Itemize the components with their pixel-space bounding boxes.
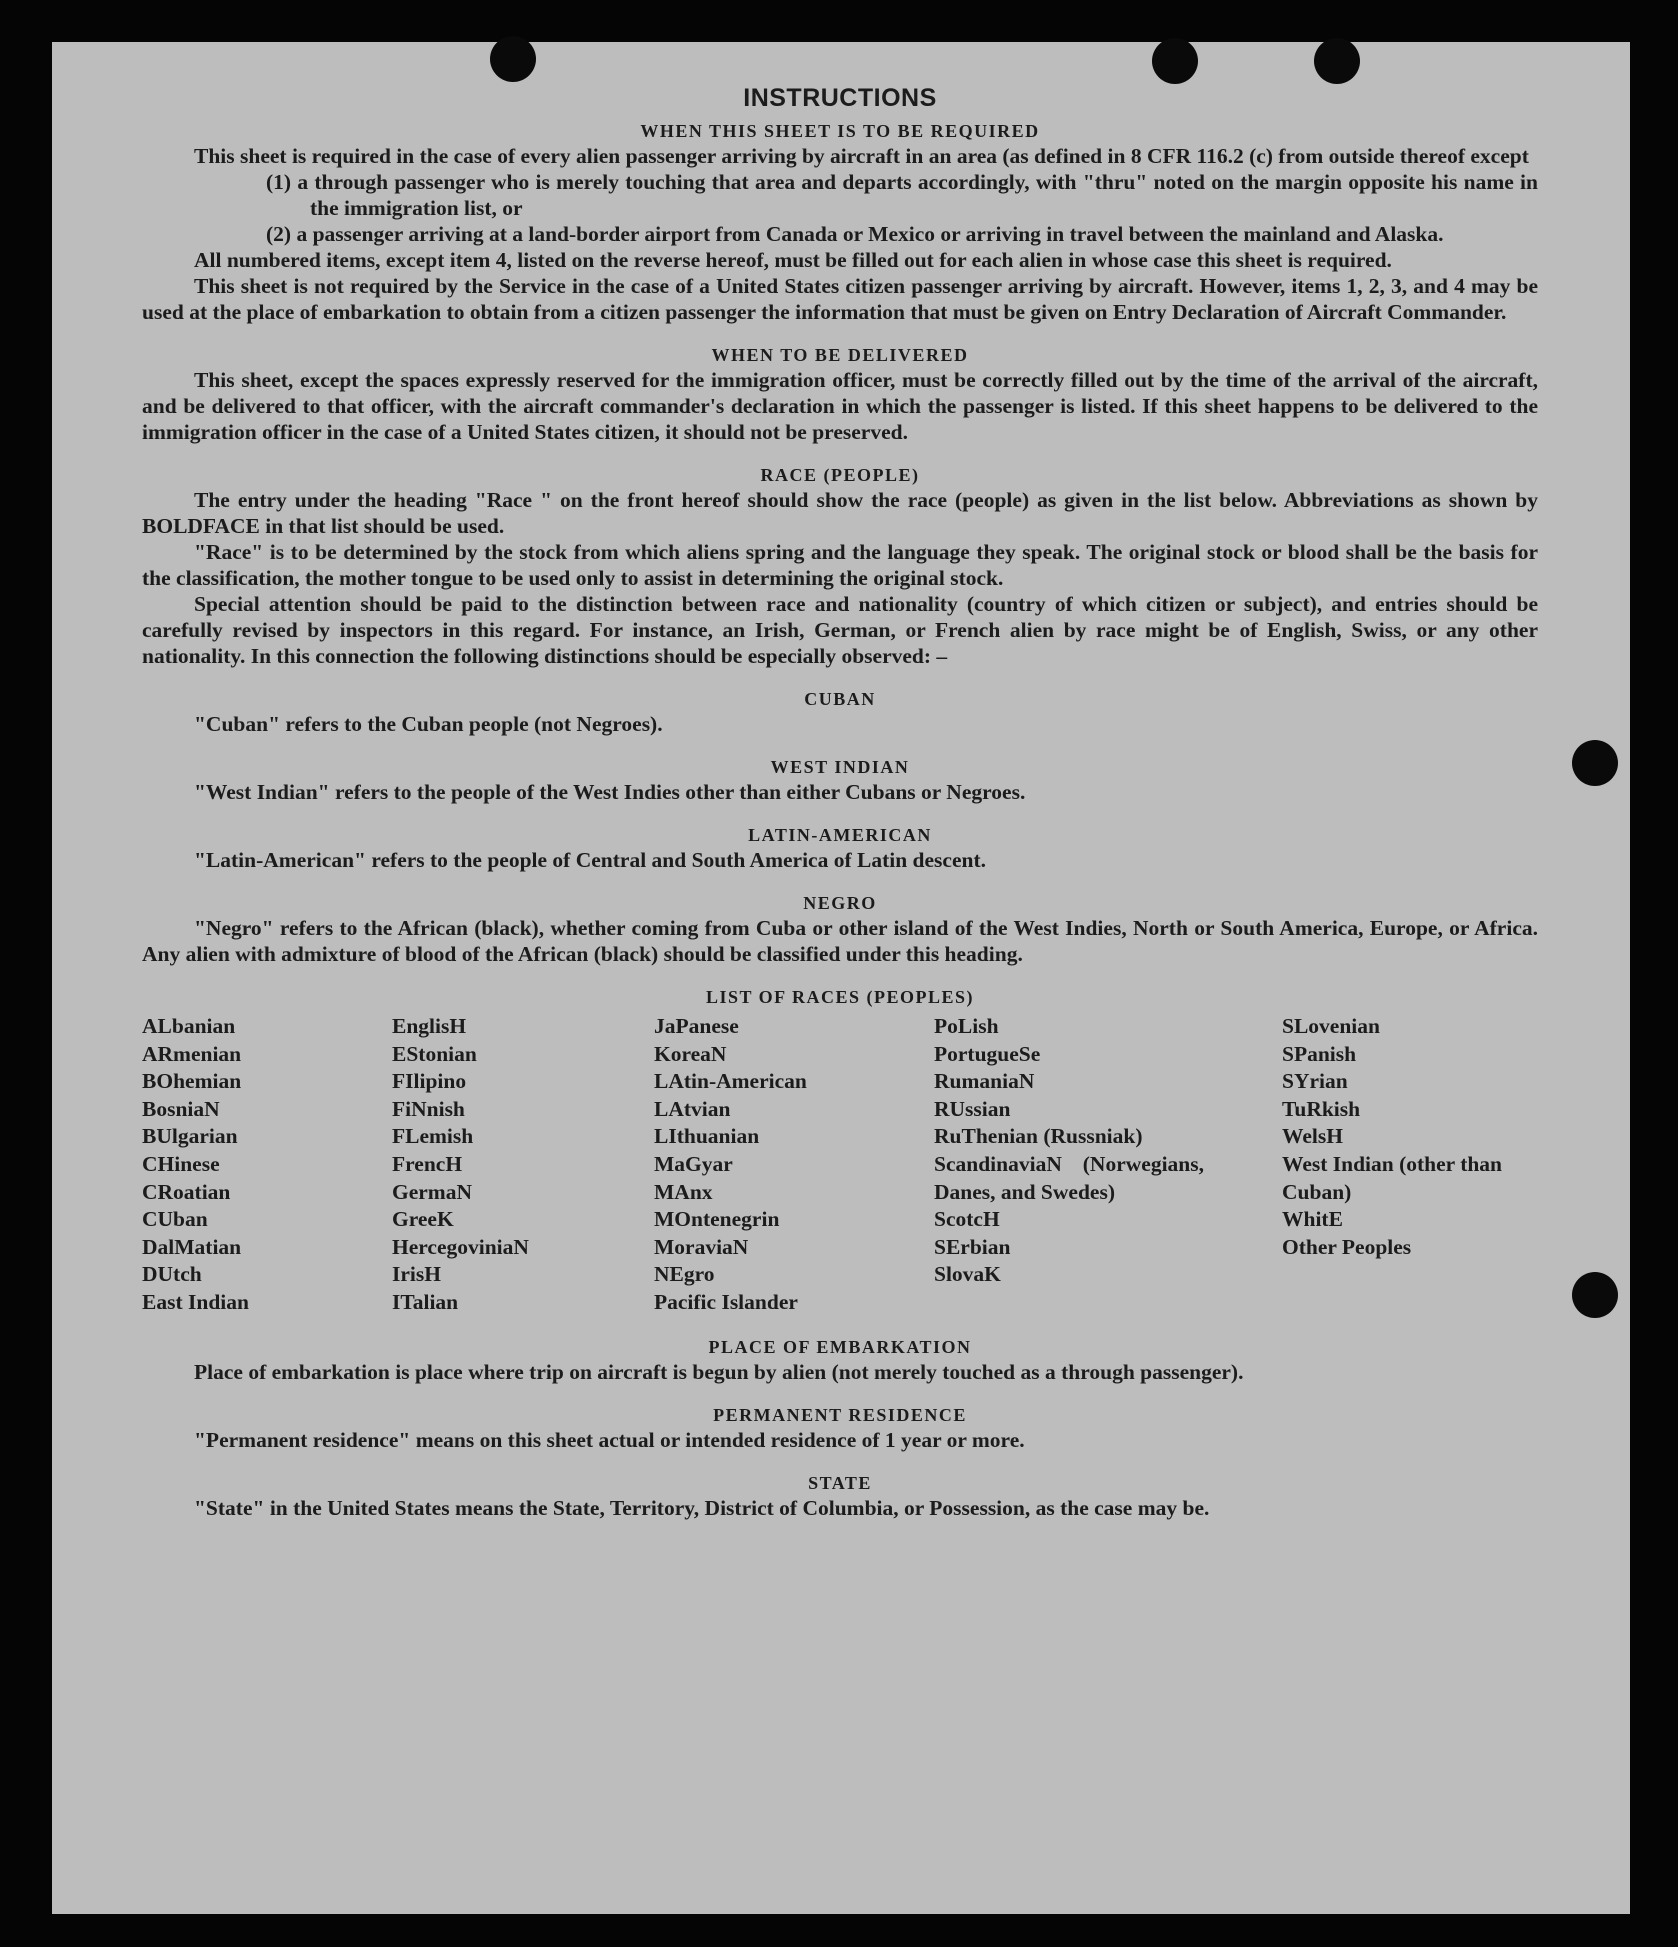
race-item: Other Peoples (1282, 1234, 1412, 1259)
race-item: EnglisH (392, 1014, 467, 1038)
race-item: KoreaN (654, 1041, 727, 1066)
paragraph: "Latin-American" refers to the people of Central and South America of Latin descent. (194, 848, 987, 872)
race-item: FiNnish (392, 1096, 465, 1121)
race-item: CRoatian (142, 1179, 231, 1204)
paragraph: "Permanent residence" means on this sheet actual or intended residence of 1 year or more. (194, 1427, 1025, 1452)
heading-when-delivered: WHEN TO BE DELIVERED (711, 345, 969, 365)
race-item: FLemish (392, 1124, 474, 1149)
paragraph: This sheet is required in the case of every alien passenger arriving by aircraft in an area (as defined in 8 CFR 116.2 (c) from outside thereof except (194, 144, 1529, 168)
paragraph: This sheet, except the spaces expressly reserved for the immigration officer, must be correctly filled out by the time of the arrival of the aircraft, and be delivered to that officer, with the aircraft commander's declaration in which the passenger is listed. If this sheet happens to be delivered to the immigration officer in the case of a United States citizen, it should not be preserved. (142, 368, 1538, 444)
race-item: LIthuanian (654, 1124, 760, 1149)
heading-negro: NEGRO (803, 893, 877, 913)
paragraph: "West Indian" refers to the people of the West Indies other than either Cubans or Negroes. (194, 780, 1026, 804)
punch-hole (1152, 38, 1198, 84)
race-item: Pacific Islander (654, 1289, 798, 1314)
races-column (1282, 1013, 1538, 1317)
heading-latin-american: LATIN-AMERICAN (748, 825, 932, 845)
race-item: ScandinaviaN (Norwegians, Danes, and Swedes) (934, 1151, 1204, 1204)
races-list (142, 1013, 1538, 1317)
race-item: BUlgarian (142, 1124, 238, 1149)
heading-west-indian: WEST INDIAN (770, 757, 910, 777)
race-item: RUssian (934, 1096, 1011, 1121)
race-item: CHinese (142, 1151, 220, 1176)
races-column (142, 1013, 392, 1317)
race-item: BosniaN (142, 1096, 220, 1121)
race-item: SlovaK (934, 1262, 1001, 1287)
race-item: LAtin-American (654, 1069, 807, 1094)
paragraph: All numbered items, except item 4, listed on the reverse hereof, must be filled out for each alien in whose case this sheet is required. (194, 248, 1392, 272)
race-item: MAnx (654, 1179, 713, 1204)
heading-permanent-residence: PERMANENT RESIDENCE (713, 1404, 967, 1425)
paragraph: The entry under the heading "Race " on the front hereof should show the race (people) as given in the list below. Abbreviations as shown by BOLDFACE in that list should be used. (142, 488, 1538, 538)
heading-race: RACE (PEOPLE) (760, 465, 920, 485)
race-item: IrisH (392, 1262, 441, 1287)
punch-hole (1314, 38, 1360, 84)
heading-state: STATE (808, 1472, 872, 1493)
paragraph: Special attention should be paid to the distinction between race and nationality (country of which citizen or subject), and entries should be carefully revised by inspectors in this regard. For instance, an Irish, German, or French alien by race might be of English, Swiss, or any other nationality. In this connection the following distinctions should be especially observed: – (142, 592, 1538, 668)
race-item: MOntenegrin (654, 1207, 780, 1232)
race-item: WhitE (1282, 1207, 1343, 1232)
race-item: East Indian (142, 1289, 249, 1314)
paragraph: "Cuban" refers to the Cuban people (not Negroes). (194, 712, 663, 736)
race-item: PoLish (934, 1014, 999, 1038)
race-item: TuRkish (1282, 1096, 1361, 1121)
races-column (392, 1013, 654, 1317)
race-item: HercegoviniaN (392, 1234, 529, 1259)
race-item: ARmenian (142, 1041, 242, 1066)
race-item: RumaniaN (934, 1069, 1035, 1094)
document-sheet (52, 42, 1630, 1914)
heading-list-of-races: LIST OF RACES (PEOPLES) (705, 987, 975, 1007)
page-title: INSTRUCTIONS (743, 84, 937, 112)
punch-hole (490, 36, 536, 82)
race-item: SYrian (1282, 1069, 1348, 1094)
paragraph: "Race" is to be determined by the stock from which aliens spring and the language they speak. The original stock or blood shall be the basis for the classification, the mother tongue to be used only to assist in determining the original stock. (142, 540, 1538, 590)
races-column (654, 1013, 934, 1317)
race-item: GreeK (392, 1207, 454, 1232)
race-item: FIlipino (392, 1069, 467, 1094)
race-item: West Indian (other than Cuban) (1282, 1151, 1503, 1204)
list-item: (1) a through passenger who is merely touching that area and departs accordingly, with "thru" noted on the margin opposite his name in the immigration list, or (266, 170, 1538, 220)
document-content (142, 84, 1538, 1521)
paragraph: "State" in the United States means the State, Territory, District of Columbia, or Possession, as the case may be. (194, 1495, 1210, 1520)
race-item: SErbian (934, 1234, 1011, 1259)
heading-embarkation: PLACE OF EMBARKATION (708, 1336, 972, 1357)
punch-hole (1572, 740, 1618, 786)
race-item: LAtvian (654, 1096, 731, 1121)
paragraph: This sheet is not required by the Service in the case of a United States citizen passenger arriving by aircraft. However, items 1, 2, 3, and 4 may be used at the place of embarkation to obtain from a citizen passenger the information that must be given on Entry Declaration of Aircraft Commander. (142, 274, 1538, 324)
race-item: EStonian (392, 1041, 477, 1066)
race-item: WelsH (1282, 1124, 1343, 1149)
paragraph: Place of embarkation is place where trip on aircraft is begun by alien (not merely touched as a through passenger). (194, 1359, 1244, 1384)
race-item: ITalian (392, 1289, 459, 1314)
race-item: DalMatian (142, 1234, 242, 1259)
race-item: PortugueSe (934, 1041, 1041, 1066)
punch-hole (1572, 1272, 1618, 1318)
race-item: GermaN (392, 1179, 472, 1204)
heading-when-required: WHEN THIS SHEET IS TO BE REQUIRED (640, 121, 1040, 141)
heading-cuban: CUBAN (804, 689, 876, 709)
race-item: ALbanian (142, 1014, 236, 1038)
race-item: BOhemian (142, 1069, 242, 1094)
race-item: SLovenian (1282, 1014, 1380, 1038)
paragraph: "Negro" refers to the African (black), whether coming from Cuba or other island of the West Indies, North or South America, Europe, or Africa. Any alien with admixture of blood of the African (black) should be classified under this heading. (142, 916, 1538, 966)
race-item: NEgro (654, 1262, 715, 1287)
race-item: DUtch (142, 1262, 202, 1287)
race-item: CUban (142, 1207, 208, 1232)
race-item: RuThenian (Russniak) (934, 1124, 1143, 1149)
race-item: ScotcH (934, 1207, 1000, 1232)
race-item: MaGyar (654, 1151, 733, 1176)
race-item: SPanish (1282, 1041, 1357, 1066)
race-item: FrencH (392, 1151, 463, 1176)
races-column (934, 1013, 1282, 1317)
race-item: JaPanese (654, 1014, 739, 1038)
race-item: MoraviaN (654, 1234, 749, 1259)
list-item: (2) a passenger arriving at a land-border airport from Canada or Mexico or arriving in travel between the mainland and Alaska. (266, 222, 1444, 246)
